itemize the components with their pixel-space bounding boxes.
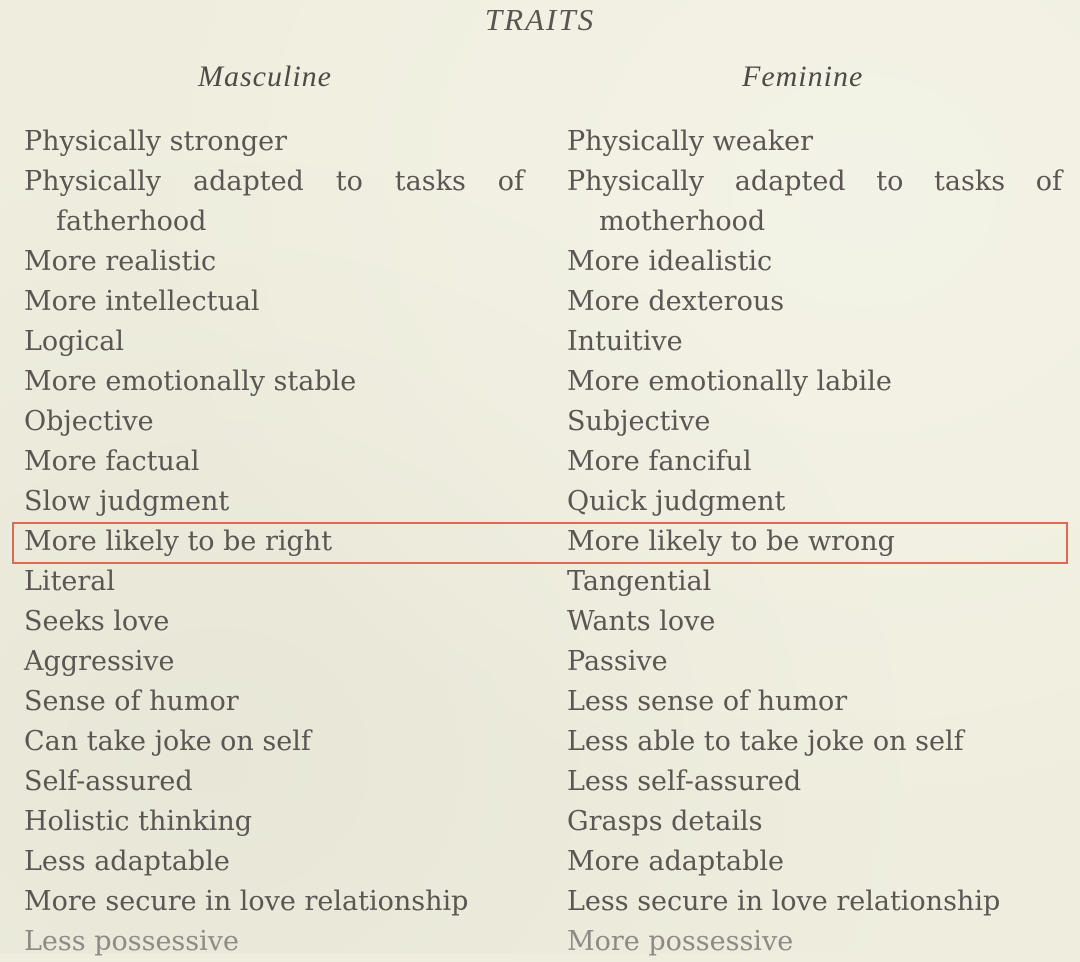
trait-item-line: Physically adapted to tasks of <box>567 166 1062 197</box>
trait-item: Objective <box>24 406 154 437</box>
trait-item: Less adaptable <box>24 846 230 877</box>
trait-item: Less able to take joke on self <box>567 726 964 757</box>
trait-item <box>24 162 524 242</box>
trait-item: Literal <box>24 566 116 597</box>
trait-item: More secure in love relationship <box>24 886 469 917</box>
trait-item: Intuitive <box>567 326 683 357</box>
trait-item: Physically weaker <box>567 126 814 157</box>
trait-item: Aggressive <box>24 646 175 677</box>
trait-item <box>567 162 1062 242</box>
trait-item-highlighted: More likely to be right <box>24 526 333 557</box>
trait-item: Holistic thinking <box>24 806 253 837</box>
trait-item: Grasps details <box>567 806 763 837</box>
trait-item: Wants love <box>567 606 716 637</box>
trait-item: Tangential <box>567 566 712 597</box>
trait-item-line: Physically adapted to tasks of <box>24 166 524 197</box>
trait-item: Seeks love <box>24 606 170 637</box>
trait-item: Self-assured <box>24 766 193 797</box>
trait-item: Sense of humor <box>24 686 239 717</box>
trait-item: Subjective <box>567 406 711 437</box>
trait-item: More emotionally labile <box>567 366 892 397</box>
trait-item: More possessive <box>567 926 794 957</box>
masculine-column-header: Masculine <box>198 60 332 93</box>
trait-item: Less possessive <box>24 926 240 957</box>
masculine-traits-list <box>24 122 524 962</box>
trait-item: Passive <box>567 646 668 677</box>
trait-item: Less self-assured <box>567 766 802 797</box>
trait-item: Physically stronger <box>24 126 288 157</box>
trait-item-line: fatherhood <box>56 206 207 237</box>
trait-item-highlighted: More likely to be wrong <box>567 526 895 557</box>
trait-item: More dexterous <box>567 286 785 317</box>
trait-item: More intellectual <box>24 286 260 317</box>
trait-item: More factual <box>24 446 200 477</box>
trait-item: Slow judgment <box>24 486 230 517</box>
trait-item-line: motherhood <box>599 206 766 237</box>
trait-item: More realistic <box>24 246 217 277</box>
feminine-column-header: Feminine <box>742 60 864 93</box>
trait-item: Less sense of humor <box>567 686 848 717</box>
trait-item: More emotionally stable <box>24 366 357 397</box>
trait-item: More fanciful <box>567 446 752 477</box>
trait-item: More adaptable <box>567 846 784 877</box>
trait-item: Quick judgment <box>567 486 786 517</box>
trait-item: Less secure in love relationship <box>567 886 1001 917</box>
feminine-traits-list <box>567 122 1062 962</box>
trait-item: Logical <box>24 326 124 357</box>
page-title: TRAITS <box>484 2 596 37</box>
trait-item: Can take joke on self <box>24 726 311 757</box>
trait-item: More idealistic <box>567 246 773 277</box>
